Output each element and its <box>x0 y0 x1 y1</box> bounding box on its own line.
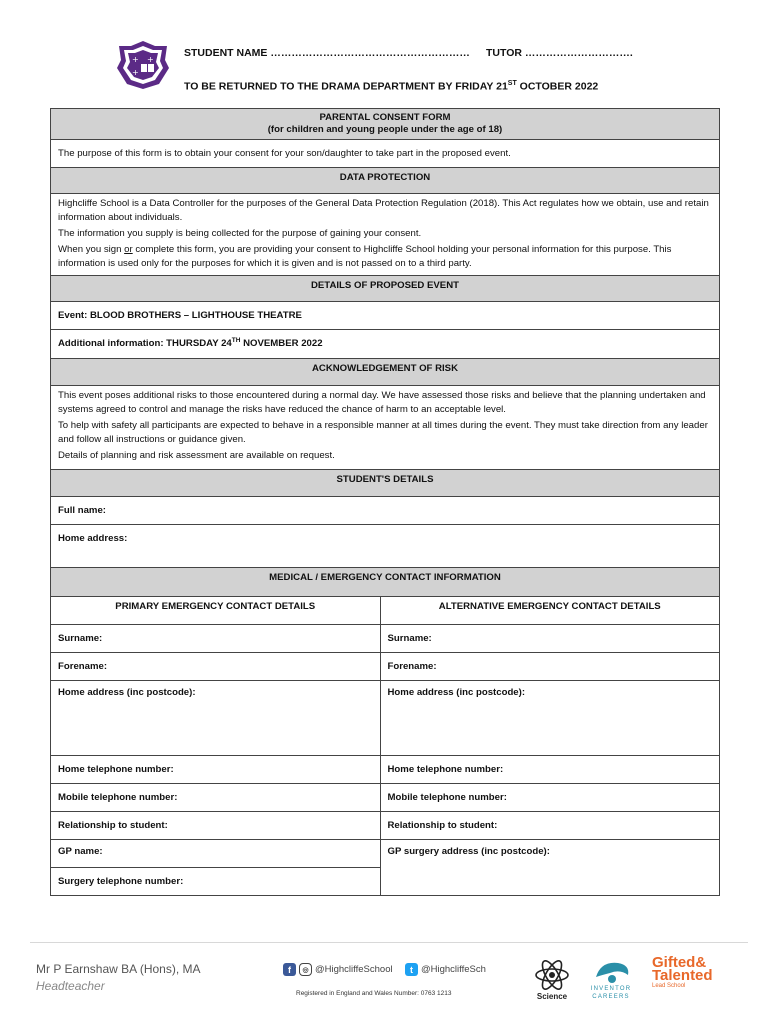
data-protection-title: DATA PROTECTION <box>51 167 720 193</box>
twitter-handle: @HighcliffeSch <box>421 964 486 975</box>
facebook-icon: f <box>283 963 296 976</box>
return-prefix: TO BE RETURNED TO THE DRAMA DEPARTMENT BY FRIDAY 21 <box>184 80 508 93</box>
primary-contact-title: PRIMARY EMERGENCY CONTACT DETAILS <box>51 596 381 624</box>
gp-surgery-address-field[interactable]: GP surgery address (inc postcode): <box>380 839 720 895</box>
alt-home-tel-field[interactable]: Home telephone number: <box>380 755 720 783</box>
gp-name-field[interactable]: GP name: <box>51 839 381 867</box>
event-info-suffix: NOVEMBER 2022 <box>240 338 323 350</box>
return-suffix: OCTOBER 2022 <box>516 80 599 93</box>
twitter-icon: t <box>405 963 418 976</box>
dp-paragraph-1: Highcliffe School is a Data Controller for the purposes of the General Data Protection Regulation (2018). This Act regulates how we obtain, use and retain information about individuals. <box>58 197 709 223</box>
alt-mobile-tel-field[interactable]: Mobile telephone number: <box>380 783 720 811</box>
headteacher-title: Headteacher <box>36 979 105 993</box>
event-info-prefix: Additional information: THURSDAY 24 <box>58 338 232 350</box>
consent-header <box>51 109 720 140</box>
tutor-line: TUTOR …………………………. <box>486 47 633 59</box>
inventor-label-1: INVENTOR <box>590 986 632 992</box>
dp-paragraph-3 <box>58 243 712 271</box>
primary-forename-field[interactable]: Forename: <box>51 652 381 680</box>
risk-title: ACKNOWLEDGEMENT OF RISK <box>51 358 720 385</box>
medical-title: MEDICAL / EMERGENCY CONTACT INFORMATION <box>51 567 720 596</box>
risk-paragraph-2: To help with safety all participants are expected to behave in a responsible manner at all times during the event. They must take direction from any leader and follow all instructions or guidance given. <box>58 419 708 445</box>
svg-text:+: + <box>132 55 139 64</box>
return-deadline <box>184 80 598 93</box>
primary-surname-field[interactable]: Surname: <box>51 624 381 652</box>
event-info <box>51 329 720 358</box>
dp-p3-a: When you sign <box>58 243 125 255</box>
registration-number: Registered in England and Wales Number: 0763 1213 <box>296 990 452 997</box>
dp-p3-or: or <box>124 243 133 255</box>
event-info-sup: TH <box>231 337 241 345</box>
event-line: Event: BLOOD BROTHERS – LIGHTHOUSE THEATRE <box>51 301 720 329</box>
consent-purpose: The purpose of this form is to obtain your consent for your son/daughter to take part in the proposed event. <box>51 139 720 167</box>
primary-relationship-field[interactable]: Relationship to student: <box>51 811 381 839</box>
gifted-talented-logo <box>652 956 732 992</box>
consent-form-table <box>50 108 720 896</box>
alt-relationship-field[interactable]: Relationship to student: <box>380 811 720 839</box>
dp-p3-b: complete this form, you are providing your consent to Highcliffe School holding your personal information for this purpose. This information is used only for the purposes for which it is given and is not passed on to a third party. <box>58 243 672 269</box>
inventor-careers-logo <box>586 957 636 999</box>
facebook-handle: @HighcliffeSchool <box>315 964 393 975</box>
event-title: DETAILS OF PROPOSED EVENT <box>51 275 720 301</box>
student-details-title: STUDENT'S DETAILS <box>51 469 720 496</box>
risk-body <box>51 385 720 469</box>
student-home-address-field[interactable]: Home address: <box>51 524 720 567</box>
instagram-icon: ◎ <box>299 963 312 976</box>
alternative-contact-title: ALTERNATIVE EMERGENCY CONTACT DETAILS <box>380 596 720 624</box>
dp-paragraph-2: The information you supply is being collected for the purpose of gaining your consent. <box>58 227 422 239</box>
student-full-name-field[interactable]: Full name: <box>51 496 720 524</box>
facebook-instagram-link[interactable] <box>283 963 393 976</box>
headteacher-name: Mr P Earnshaw BA (Hons), MA <box>36 962 201 976</box>
alt-surname-field[interactable]: Surname: <box>380 624 720 652</box>
primary-home-tel-field[interactable]: Home telephone number: <box>51 755 381 783</box>
alt-forename-field[interactable]: Forename: <box>380 652 720 680</box>
gt-sub: Lead School <box>652 983 686 989</box>
svg-text:+: + <box>132 68 139 77</box>
primary-mobile-tel-field[interactable]: Mobile telephone number: <box>51 783 381 811</box>
twitter-link[interactable] <box>405 963 486 976</box>
school-crest-logo <box>115 38 171 92</box>
risk-paragraph-1: This event poses additional risks to those encountered during a normal day. We have assessed those risks and believe that the planning undertaken and systems agreed to control and manage the risks have reduced the chance of harm to an acceptable level. <box>58 389 706 415</box>
footer-divider <box>30 942 748 943</box>
consent-subtitle: (for children and young people under the age of 18) <box>267 123 503 135</box>
inventor-label-2: CAREERS <box>592 994 630 999</box>
svg-text:+: + <box>147 55 154 64</box>
gt-line-2: Talented <box>652 967 713 984</box>
alt-home-address-field[interactable]: Home address (inc postcode): <box>380 680 720 755</box>
science-label: Science <box>536 992 568 1000</box>
student-name-line: STUDENT NAME ………………………………………………… <box>184 47 470 59</box>
surgery-tel-field[interactable]: Surgery telephone number: <box>51 867 381 895</box>
return-sup: ST <box>507 80 517 87</box>
risk-paragraph-3: Details of planning and risk assessment are available on request. <box>58 449 335 461</box>
data-protection-body <box>51 193 720 275</box>
primary-home-address-field[interactable]: Home address (inc postcode): <box>51 680 381 755</box>
science-atom-logo <box>533 958 571 1000</box>
gt-line-1: Gifted& <box>652 954 707 971</box>
consent-title: PARENTAL CONSENT FORM <box>319 112 451 123</box>
